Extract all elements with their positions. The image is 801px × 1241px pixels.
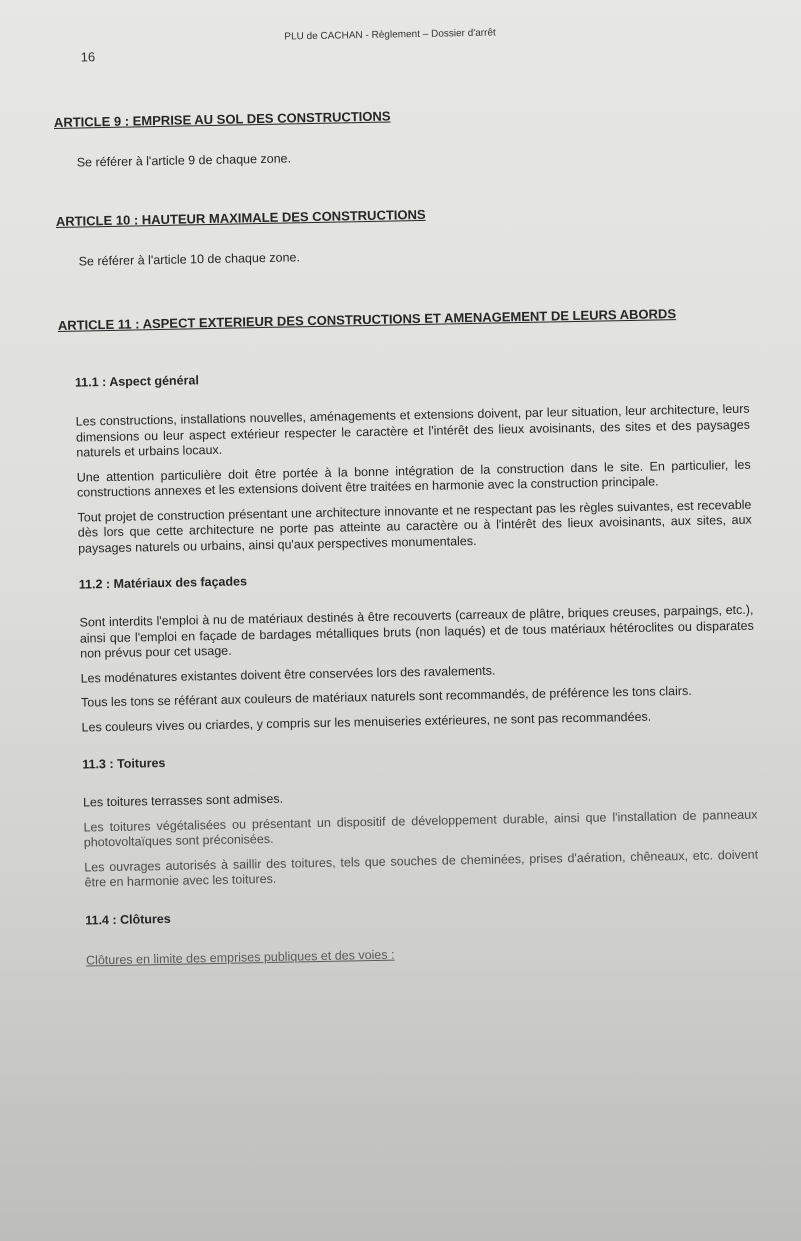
article-10-text: Se référer à l'article 10 de chaque zone. [78, 250, 301, 269]
section-11-2-paragraph-4: Les couleurs vives ou criardes, y compris sur les menuiseries extérieures, ne sont pas recommandées. [81, 709, 652, 735]
section-11-1-paragraph-3: Tout projet de construction présentant une architecture innovante et ne respectant pas les règles suivantes, est recevable dès lors que cette architecture ne porte pas atteinte au caractère ou à l'intérêt des lieux avoisinants, aux sites, aux paysages naturels ou urbains, ainsi qu'aux perspectives monumentales. [77, 497, 752, 556]
section-11-1-paragraph-1: Les constructions, installations nouvelles, aménagements et extensions doivent, par leur situation, leur architecture, leurs dimensions ou leur aspect extérieur respecter le caractère et l'intérêt des lieux avoisinants, des sites et des paysages naturels et urbains locaux. [75, 401, 751, 460]
fences-subheading: Clôtures en limite des emprises publiques et des voies : [85, 947, 395, 968]
page-content [52, 7, 760, 969]
section-11-1-heading: 11.1 : Aspect général [74, 373, 199, 390]
page-header [52, 7, 743, 68]
article-11-title: ARTICLE 11 : ASPECT EXTERIEUR DES CONSTRUCTIONS ET AMENAGEMENT DE LEURS ABORDS [57, 306, 677, 333]
section-11-4-paragraph-1 [70, 940, 760, 969]
article-9-text: Se référer à l'article 9 de chaque zone. [76, 151, 292, 170]
section-11-2-paragraph-2: Les modénatures existantes doivent être conservées lors des ravalements. [80, 663, 496, 686]
section-11-4-heading: 11.4 : Clôtures [85, 911, 171, 928]
section-11-3-paragraph-1: Les toitures terrasses sont admises. [82, 791, 284, 810]
section-11-2-heading: 11.2 : Matériaux des façades [78, 574, 248, 592]
article-10-title: ARTICLE 10 : HAUTEUR MAXIMALE DES CONSTRUCTIONS [55, 206, 426, 229]
section-11-3-heading: 11.3 : Toitures [82, 755, 166, 772]
section-11-3-paragraph-2: Les toitures végétalisées ou présentant un dispositif de développement durable, ainsi que l'installation de panneaux photovoltaïques sont préconisées. [83, 807, 758, 850]
article-9-title: ARTICLE 9 : EMPRISE AU SOL DES CONSTRUCTIONS [53, 108, 391, 130]
section-11-2-paragraph-1: Sont interdits l'emploi à nu de matériaux destinés à être recouverts (carreaux de plâtre, briques creuses, parpaings, etc.), ainsi que l'emploi en façade de bardages métalliques bruts (non laqués) et de tous matériaux hétéroclites ou disparates non prévus pour cet usage. [79, 602, 754, 661]
running-title: PLU de CACHAN - Règlement – Dossier d'arrêt [284, 27, 496, 43]
page-number: 16 [80, 49, 96, 65]
section-11-2-paragraph-3: Tous les tons se référant aux couleurs de matériaux naturels sont recommandés, de préférence les tons clairs. [80, 683, 692, 710]
section-11-1-paragraph-2: Une attention particulière doit être portée à la bonne intégration de la construction dans le site. En particulier, les constructions annexes et les extensions doivent être traitées en harmonie avec la construction principale. [76, 457, 751, 500]
section-11-3-paragraph-3: Les ouvrages autorisés à saillir des toitures, tels que souches de cheminées, prises d'aération, chêneaux, etc. doivent être en harmonie avec les toitures. [84, 847, 759, 890]
